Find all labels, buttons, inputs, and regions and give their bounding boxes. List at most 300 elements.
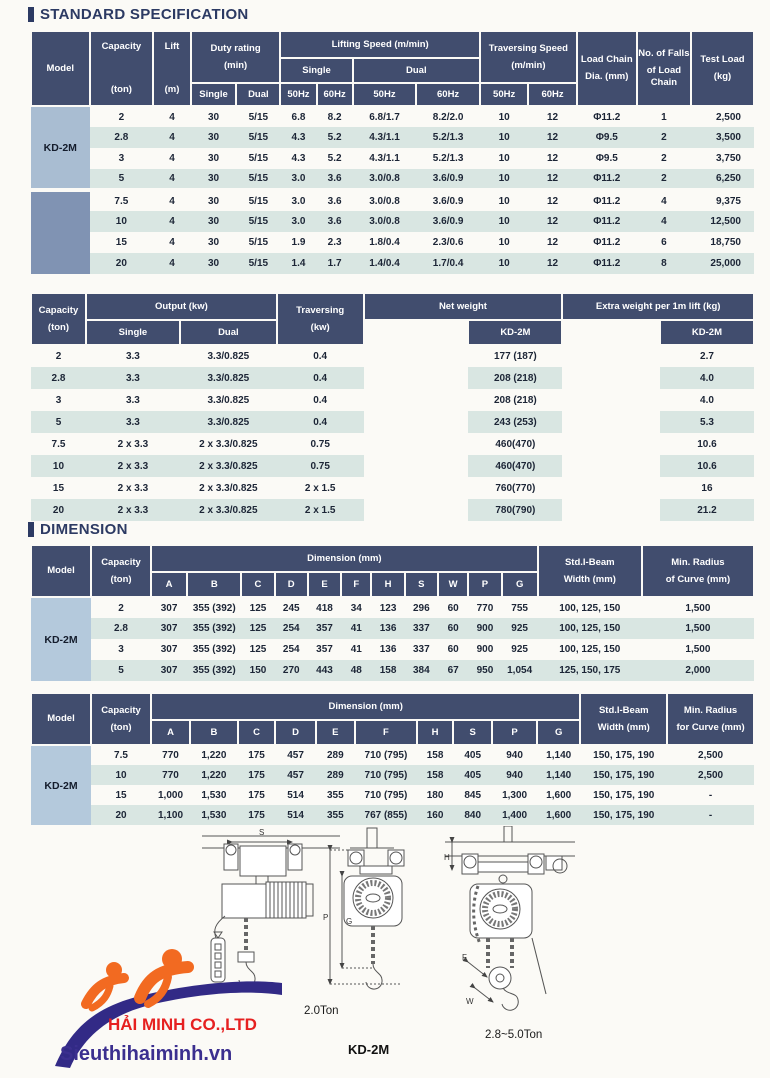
cell-dim-G: 1,140 <box>537 745 580 765</box>
logo-company-name: HẢI MINH CO.,LTD <box>108 1015 257 1034</box>
header-duty-single: Single <box>191 83 237 106</box>
cell-dim-H: 123 <box>371 597 404 618</box>
cell-dim-B: 1,530 <box>190 785 238 805</box>
cell-dim-H: 180 <box>417 785 453 805</box>
cell-falls: 2 <box>637 148 691 169</box>
cell-dim-S: 845 <box>453 785 492 805</box>
cell-dim-C: 175 <box>238 745 276 765</box>
header-dim-E: E <box>308 572 341 597</box>
header-dim-E: E <box>316 720 355 745</box>
cell-capacity: 7.5 <box>31 433 86 455</box>
header-dim-S: S <box>453 720 492 745</box>
table-row <box>31 253 754 274</box>
cell-trav-50hz: 10 <box>480 190 528 211</box>
cell-dim-C: 175 <box>238 805 276 825</box>
cell-dual-50hz: 3.0/0.8 <box>353 190 417 211</box>
cell-dim-G: 925 <box>502 639 538 660</box>
cell-dim-G: 1,140 <box>537 765 580 785</box>
cell-net-weight: 760(770) <box>468 477 562 499</box>
cell-duty-single: 30 <box>191 106 237 127</box>
cell-trav-50hz: 10 <box>480 253 528 274</box>
cell-dim-D: 254 <box>275 639 308 660</box>
header-s50: 50Hz <box>280 83 316 106</box>
cell-dim-P: 940 <box>492 765 537 785</box>
cell-lift: 4 <box>153 106 191 127</box>
cell-dim-E: 289 <box>316 745 355 765</box>
cell-single-60hz: 5.2 <box>317 127 353 148</box>
cell-output-single: 2 x 3.3 <box>86 433 180 455</box>
cell-spacer <box>364 389 469 411</box>
cell-spacer <box>364 477 469 499</box>
cell-net-weight: 177 (187) <box>468 345 562 367</box>
cell-capacity: 15 <box>91 785 151 805</box>
cell-dim-C: 175 <box>238 765 276 785</box>
header-traversing: Traversing (kw) <box>277 293 364 345</box>
cell-falls: 4 <box>637 190 691 211</box>
header-output: Output (kw) <box>86 293 277 320</box>
cell-chain-dia: Φ11.2 <box>577 190 637 211</box>
cell-chain-dia: Φ11.2 <box>577 169 637 190</box>
cell-falls: 8 <box>637 253 691 274</box>
header-extra-model: KD-2M <box>660 320 754 345</box>
cell-min-radius: - <box>667 785 754 805</box>
cell-dual-60hz: 2.3/0.6 <box>416 232 480 253</box>
header-ibeam: Std.I-Beam Width (mm) <box>538 545 642 597</box>
cell-lift: 4 <box>153 190 191 211</box>
cell-extra-weight: 16 <box>660 477 754 499</box>
header-s60: 60Hz <box>317 83 353 106</box>
cell-single-60hz: 3.6 <box>317 169 353 190</box>
cell-dim-G: 755 <box>502 597 538 618</box>
cell-spacer <box>562 345 660 367</box>
cell-output-single: 3.3 <box>86 389 180 411</box>
cell-spacer <box>364 367 469 389</box>
cell-dim-D: 514 <box>275 785 315 805</box>
cell-dim-G: 925 <box>502 618 538 639</box>
cell-dim-A: 1,100 <box>151 805 190 825</box>
cell-single-50hz: 3.0 <box>280 190 316 211</box>
cell-dim-F: 710 (795) <box>355 745 417 765</box>
cell-capacity: 10 <box>91 765 151 785</box>
cell-dim-D: 245 <box>275 597 308 618</box>
cell-dim-F: 710 (795) <box>355 785 417 805</box>
cell-spacer <box>562 411 660 433</box>
cell-dim-E: 357 <box>308 618 341 639</box>
cell-ibeam-width: 125, 150, 175 <box>538 660 642 681</box>
diagram-label-28-50ton: 2.8~5.0Ton <box>485 1029 543 1041</box>
cell-ibeam-width: 150, 175, 190 <box>580 765 667 785</box>
cell-dim-F: 41 <box>341 639 371 660</box>
cell-dim-E: 355 <box>316 785 355 805</box>
cell-net-weight: 460(470) <box>468 455 562 477</box>
cell-falls: 6 <box>637 232 691 253</box>
cell-capacity: 5 <box>91 660 151 681</box>
cell-single-50hz: 1.9 <box>280 232 316 253</box>
cell-chain-dia: Φ11.2 <box>577 106 637 127</box>
cell-net-weight: 780(790) <box>468 499 562 521</box>
cell-trav-60hz: 12 <box>528 148 576 169</box>
cell-traversing: 0.4 <box>277 411 364 433</box>
cell-dim-S: 405 <box>453 745 492 765</box>
cell-lift: 4 <box>153 127 191 148</box>
cell-dim-H: 158 <box>371 660 404 681</box>
spec-table-header <box>31 31 754 106</box>
cell-dual-50hz: 4.3/1.1 <box>353 127 417 148</box>
cell-dual-50hz: 1.8/0.4 <box>353 232 417 253</box>
cell-capacity: 2 <box>31 345 86 367</box>
header-output-dual: Dual <box>180 320 277 345</box>
header-dimension: Dimension (mm) <box>151 545 538 572</box>
logo-website: Sieuthihaiminh.vn <box>60 1043 233 1065</box>
section-title-text: DIMENSION <box>40 521 128 538</box>
cell-spacer <box>364 455 469 477</box>
output-weight-table <box>30 292 755 521</box>
cell-dim-B: 355 (392) <box>187 639 241 660</box>
table-row <box>31 455 754 477</box>
cell-dim-S: 405 <box>453 765 492 785</box>
cell-falls: 4 <box>637 211 691 232</box>
cell-chain-dia: Φ11.2 <box>577 211 637 232</box>
cell-dim-D: 514 <box>275 805 315 825</box>
header-duty-dual: Dual <box>236 83 280 106</box>
dim-label-W: W <box>466 997 474 1006</box>
dimension-table-large <box>30 692 755 825</box>
cell-trav-50hz: 10 <box>480 232 528 253</box>
cell-dim-E: 357 <box>308 639 341 660</box>
cell-single-60hz: 3.6 <box>317 211 353 232</box>
cell-dim-P: 1,300 <box>492 785 537 805</box>
dim-label-H: H <box>444 853 450 862</box>
table-row <box>31 389 754 411</box>
cell-dim-W: 60 <box>438 597 468 618</box>
cell-net-weight: 460(470) <box>468 433 562 455</box>
header-dim-H: H <box>417 720 453 745</box>
cell-lift: 4 <box>153 232 191 253</box>
table-row <box>31 618 754 639</box>
header-output-single: Single <box>86 320 180 345</box>
header-model: Model <box>31 545 91 597</box>
header-t50: 50Hz <box>480 83 528 106</box>
cell-ibeam-width: 150, 175, 190 <box>580 745 667 765</box>
header-capacity: Capacity (ton) <box>91 545 151 597</box>
spec-table-body <box>31 106 754 274</box>
cell-dim-F: 767 (855) <box>355 805 417 825</box>
cell-dim-B: 1,220 <box>190 765 238 785</box>
cell-dim-B: 355 (392) <box>187 597 241 618</box>
table-row <box>31 345 754 367</box>
cell-traversing: 0.4 <box>277 345 364 367</box>
header-dim-F: F <box>355 720 417 745</box>
table-row <box>31 190 754 211</box>
cell-chain-dia: Φ9.5 <box>577 148 637 169</box>
cell-falls: 1 <box>637 106 691 127</box>
cell-extra-weight: 2.7 <box>660 345 754 367</box>
header-dim-G: G <box>502 572 538 597</box>
table-row <box>31 785 754 805</box>
cell-trav-60hz: 12 <box>528 253 576 274</box>
cell-dim-S: 337 <box>405 639 438 660</box>
cell-ibeam-width: 150, 175, 190 <box>580 785 667 805</box>
cell-min-radius: 1,500 <box>642 618 754 639</box>
cell-test-load: 3,500 <box>691 127 754 148</box>
table-row <box>31 169 754 190</box>
cell-dim-D: 254 <box>275 618 308 639</box>
header-dimension: Dimension (mm) <box>151 693 580 720</box>
cell-duty-dual: 5/15 <box>236 190 280 211</box>
cell-spacer <box>562 367 660 389</box>
table-row <box>31 211 754 232</box>
cell-duty-single: 30 <box>191 127 237 148</box>
cell-ibeam-width: 100, 125, 150 <box>538 618 642 639</box>
table-row <box>31 433 754 455</box>
cell-capacity: 7.5 <box>90 190 154 211</box>
cell-duty-dual: 5/15 <box>236 106 280 127</box>
cell-falls: 2 <box>637 127 691 148</box>
cell-capacity: 15 <box>31 477 86 499</box>
cell-dual-60hz: 5.2/1.3 <box>416 127 480 148</box>
cell-dual-60hz: 3.6/0.9 <box>416 169 480 190</box>
title-bar-icon <box>28 522 34 537</box>
cell-dim-F: 41 <box>341 618 371 639</box>
table-row <box>31 148 754 169</box>
model-cell: KD-2M <box>31 745 91 825</box>
cell-dim-H: 158 <box>417 765 453 785</box>
cell-dual-60hz: 3.6/0.9 <box>416 190 480 211</box>
cell-dim-P: 770 <box>468 597 501 618</box>
header-net-model: KD-2M <box>468 320 562 345</box>
header-net-spacer <box>364 320 469 345</box>
cell-duty-dual: 5/15 <box>236 148 280 169</box>
cell-trav-60hz: 12 <box>528 106 576 127</box>
header-dim-C: C <box>241 572 274 597</box>
table-row <box>31 765 754 785</box>
header-lifting-speed: Lifting Speed (m/min) <box>280 31 480 58</box>
header-falls: No. of Falls of Load Chain <box>637 31 691 106</box>
cell-capacity: 5 <box>90 169 154 190</box>
header-model: Model <box>31 31 90 106</box>
cell-dual-50hz: 6.8/1.7 <box>353 106 417 127</box>
cell-min-radius: 2,500 <box>667 765 754 785</box>
cell-dim-B: 1,220 <box>190 745 238 765</box>
cell-output-dual: 3.3/0.825 <box>180 389 277 411</box>
header-d50: 50Hz <box>353 83 417 106</box>
header-lift: Lift (m) <box>153 31 191 106</box>
dim-large-body <box>31 745 754 825</box>
cell-dim-C: 175 <box>238 785 276 805</box>
table-row <box>31 127 754 148</box>
cell-capacity: 20 <box>91 805 151 825</box>
dim-label-F: F <box>462 953 467 962</box>
cell-falls: 2 <box>637 169 691 190</box>
cell-output-single: 3.3 <box>86 411 180 433</box>
model-cell: KD-2M <box>31 106 90 190</box>
cell-traversing: 0.4 <box>277 389 364 411</box>
cell-dual-60hz: 5.2/1.3 <box>416 148 480 169</box>
header-duty-rating: Duty rating (min) <box>191 31 281 83</box>
header-traversing-speed: Traversing Speed (m/min) <box>480 31 577 83</box>
cell-capacity: 7.5 <box>91 745 151 765</box>
header-test-load: Test Load (kg) <box>691 31 754 106</box>
cell-ibeam-width: 100, 125, 150 <box>538 639 642 660</box>
cell-dim-E: 418 <box>308 597 341 618</box>
cell-min-radius: 1,500 <box>642 597 754 618</box>
dimension-table-large-wrap <box>30 692 755 825</box>
cell-capacity: 2.8 <box>31 367 86 389</box>
cell-trav-50hz: 10 <box>480 127 528 148</box>
cell-traversing: 0.75 <box>277 455 364 477</box>
cell-trav-60hz: 12 <box>528 127 576 148</box>
header-min-radius: Min. Radius of Curve (mm) <box>642 545 754 597</box>
header-extra-spacer <box>562 320 660 345</box>
cell-single-60hz: 5.2 <box>317 148 353 169</box>
cell-dim-F: 48 <box>341 660 371 681</box>
cell-output-dual: 3.3/0.825 <box>180 345 277 367</box>
cell-dim-W: 60 <box>438 618 468 639</box>
cell-net-weight: 243 (253) <box>468 411 562 433</box>
cell-dim-P: 900 <box>468 639 501 660</box>
cell-test-load: 12,500 <box>691 211 754 232</box>
cell-capacity: 15 <box>90 232 154 253</box>
cell-dim-P: 950 <box>468 660 501 681</box>
cell-duty-dual: 5/15 <box>236 232 280 253</box>
cell-dim-H: 136 <box>371 639 404 660</box>
cell-dim-H: 136 <box>371 618 404 639</box>
cell-single-50hz: 1.4 <box>280 253 316 274</box>
output-table-body <box>31 345 754 521</box>
dim-large-header <box>31 693 754 745</box>
header-min-radius: Min. Radius for Curve (mm) <box>667 693 754 745</box>
cell-capacity: 20 <box>31 499 86 521</box>
header-capacity: Capacity (ton) <box>31 293 86 345</box>
header-dim-D: D <box>275 720 315 745</box>
cell-duty-dual: 5/15 <box>236 253 280 274</box>
cell-spacer <box>562 455 660 477</box>
cell-dim-A: 307 <box>151 597 187 618</box>
cell-dim-D: 270 <box>275 660 308 681</box>
header-capacity: Capacity (ton) <box>91 693 151 745</box>
haiminh-logo <box>50 946 290 1076</box>
cell-dim-D: 457 <box>275 765 315 785</box>
cell-traversing: 2 x 1.5 <box>277 499 364 521</box>
output-weight-table-wrap <box>30 292 755 521</box>
cell-single-60hz: 1.7 <box>317 253 353 274</box>
cell-dim-F: 34 <box>341 597 371 618</box>
cell-capacity: 2.8 <box>91 618 151 639</box>
cell-output-dual: 3.3/0.825 <box>180 367 277 389</box>
header-dim-G: G <box>537 720 580 745</box>
table-row <box>31 805 754 825</box>
cell-trav-50hz: 10 <box>480 211 528 232</box>
cell-extra-weight: 21.2 <box>660 499 754 521</box>
header-dim-P: P <box>468 572 501 597</box>
cell-output-dual: 3.3/0.825 <box>180 411 277 433</box>
cell-spacer <box>364 433 469 455</box>
cell-dim-C: 125 <box>241 597 274 618</box>
cell-single-50hz: 3.0 <box>280 169 316 190</box>
model-cell: KD-2M <box>31 597 91 681</box>
cell-dual-50hz: 4.3/1.1 <box>353 148 417 169</box>
cell-traversing: 0.75 <box>277 433 364 455</box>
cell-dim-H: 160 <box>417 805 453 825</box>
cell-duty-dual: 5/15 <box>236 169 280 190</box>
standard-specification-table-wrap <box>30 30 755 274</box>
cell-min-radius: 1,500 <box>642 639 754 660</box>
cell-dim-S: 384 <box>405 660 438 681</box>
dimension-table-small-wrap <box>30 544 755 681</box>
cell-ibeam-width: 150, 175, 190 <box>580 805 667 825</box>
diagram-label-2ton: 2.0Ton <box>304 1005 339 1017</box>
cell-spacer <box>562 477 660 499</box>
cell-spacer <box>562 499 660 521</box>
cell-chain-dia: Φ9.5 <box>577 127 637 148</box>
cell-test-load: 18,750 <box>691 232 754 253</box>
cell-traversing: 2 x 1.5 <box>277 477 364 499</box>
cell-trav-50hz: 10 <box>480 106 528 127</box>
cell-net-weight: 208 (218) <box>468 367 562 389</box>
header-dim-A: A <box>151 720 190 745</box>
table-row <box>31 477 754 499</box>
cell-duty-single: 30 <box>191 169 237 190</box>
cell-single-60hz: 3.6 <box>317 190 353 211</box>
cell-dim-P: 940 <box>492 745 537 765</box>
table-row <box>31 411 754 433</box>
cell-output-single: 3.3 <box>86 345 180 367</box>
cell-extra-weight: 10.6 <box>660 455 754 477</box>
cell-net-weight: 208 (218) <box>468 389 562 411</box>
cell-dim-F: 710 (795) <box>355 765 417 785</box>
header-dim-W: W <box>438 572 468 597</box>
cell-dual-60hz: 3.6/0.9 <box>416 211 480 232</box>
cell-capacity: 20 <box>90 253 154 274</box>
cell-dim-P: 900 <box>468 618 501 639</box>
model-cell <box>31 190 90 274</box>
cell-spacer <box>562 433 660 455</box>
cell-test-load: 9,375 <box>691 190 754 211</box>
header-dim-B: B <box>190 720 238 745</box>
cell-dim-A: 770 <box>151 745 190 765</box>
cell-single-50hz: 6.8 <box>280 106 316 127</box>
cell-dim-G: 1,600 <box>537 805 580 825</box>
table-row <box>31 106 754 127</box>
title-bar-icon <box>28 7 34 22</box>
cell-capacity: 3 <box>91 639 151 660</box>
dimension-section-title <box>28 521 128 538</box>
cell-test-load: 2,500 <box>691 106 754 127</box>
cell-dim-B: 355 (392) <box>187 660 241 681</box>
cell-lift: 4 <box>153 253 191 274</box>
diagram-model-label: KD-2M <box>348 1042 390 1057</box>
cell-capacity: 5 <box>31 411 86 433</box>
cell-dim-A: 307 <box>151 660 187 681</box>
cell-output-single: 3.3 <box>86 367 180 389</box>
cell-duty-single: 30 <box>191 211 237 232</box>
cell-single-50hz: 4.3 <box>280 148 316 169</box>
cell-output-single: 2 x 3.3 <box>86 499 180 521</box>
dim-small-body <box>31 597 754 681</box>
spec-section-title <box>28 6 249 23</box>
dim-small-header <box>31 545 754 597</box>
cell-duty-single: 30 <box>191 148 237 169</box>
cell-trav-60hz: 12 <box>528 232 576 253</box>
cell-duty-dual: 5/15 <box>236 127 280 148</box>
cell-dim-E: 289 <box>316 765 355 785</box>
cell-dim-C: 125 <box>241 618 274 639</box>
cell-dim-P: 1,400 <box>492 805 537 825</box>
cell-chain-dia: Φ11.2 <box>577 232 637 253</box>
cell-ibeam-width: 100, 125, 150 <box>538 597 642 618</box>
cell-dim-C: 125 <box>241 639 274 660</box>
cell-duty-single: 30 <box>191 190 237 211</box>
